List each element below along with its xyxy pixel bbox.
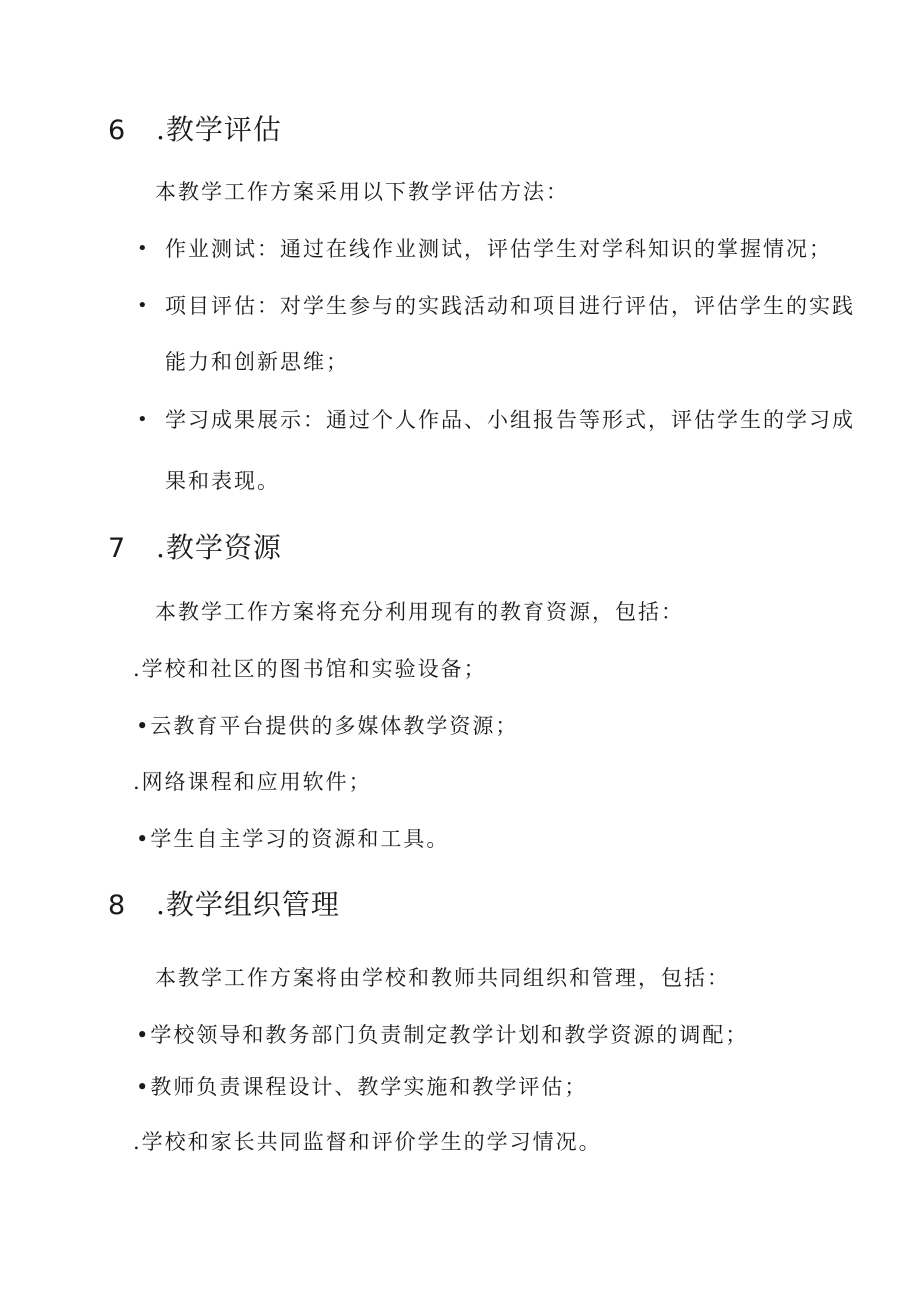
section-8-separator: . bbox=[156, 888, 166, 921]
section-6-item-2-line-2: 能力和创新思维； bbox=[165, 350, 349, 374]
section-6-separator: . bbox=[156, 113, 166, 146]
section-6-number: 6 bbox=[108, 115, 126, 146]
bullet-icon: • bbox=[137, 238, 148, 259]
section-7-item-3: .网络课程和应用软件； bbox=[133, 770, 372, 794]
section-6-item-3-line-1: 学习成果展示：通过个人作品、小组报告等形式，评估学生的学习成 bbox=[165, 408, 855, 432]
section-7-intro: 本教学工作方案将充分利用现有的教育资源，包括： bbox=[155, 600, 684, 624]
section-7-number: 7 bbox=[108, 533, 126, 564]
section-6-intro: 本教学工作方案采用以下教学评估方法： bbox=[155, 180, 569, 204]
section-7-item-1: .学校和社区的图书馆和实验设备； bbox=[133, 657, 487, 681]
section-8-title: 教学组织管理 bbox=[165, 888, 340, 921]
section-8-intro: 本教学工作方案将由学校和教师共同组织和管理，包括： bbox=[155, 966, 730, 990]
section-6-item-3-line-2: 果和表现。 bbox=[165, 469, 280, 493]
bullet-icon: • bbox=[137, 295, 148, 316]
section-8-item-2: •教师负责课程设计、教学实施和教学评估； bbox=[136, 1075, 588, 1099]
section-7-separator: . bbox=[156, 531, 166, 564]
section-7-item-4: •学生自主学习的资源和工具。 bbox=[136, 827, 450, 851]
section-8-item-1: •学校领导和教务部门负责制定教学计划和教学资源的调配； bbox=[136, 1023, 749, 1047]
section-8-heading bbox=[108, 887, 340, 924]
section-7-title: 教学资源 bbox=[165, 531, 282, 564]
section-7-item-2: •云教育平台提供的多媒体教学资源； bbox=[136, 714, 519, 738]
section-6-item-2-line-1: 项目评估：对学生参与的实践活动和项目进行评估，评估学生的实践 bbox=[165, 294, 855, 318]
section-6-heading bbox=[108, 112, 282, 149]
section-6-title: 教学评估 bbox=[165, 113, 282, 146]
section-7-heading bbox=[108, 530, 282, 567]
bullet-icon: • bbox=[137, 409, 148, 430]
section-6-item-1-line-1: 作业测试：通过在线作业测试，评估学生对学科知识的掌握情况； bbox=[165, 237, 832, 261]
section-8-item-3: .学校和家长共同监督和评价学生的学习情况。 bbox=[133, 1130, 602, 1154]
section-8-number: 8 bbox=[108, 890, 126, 921]
